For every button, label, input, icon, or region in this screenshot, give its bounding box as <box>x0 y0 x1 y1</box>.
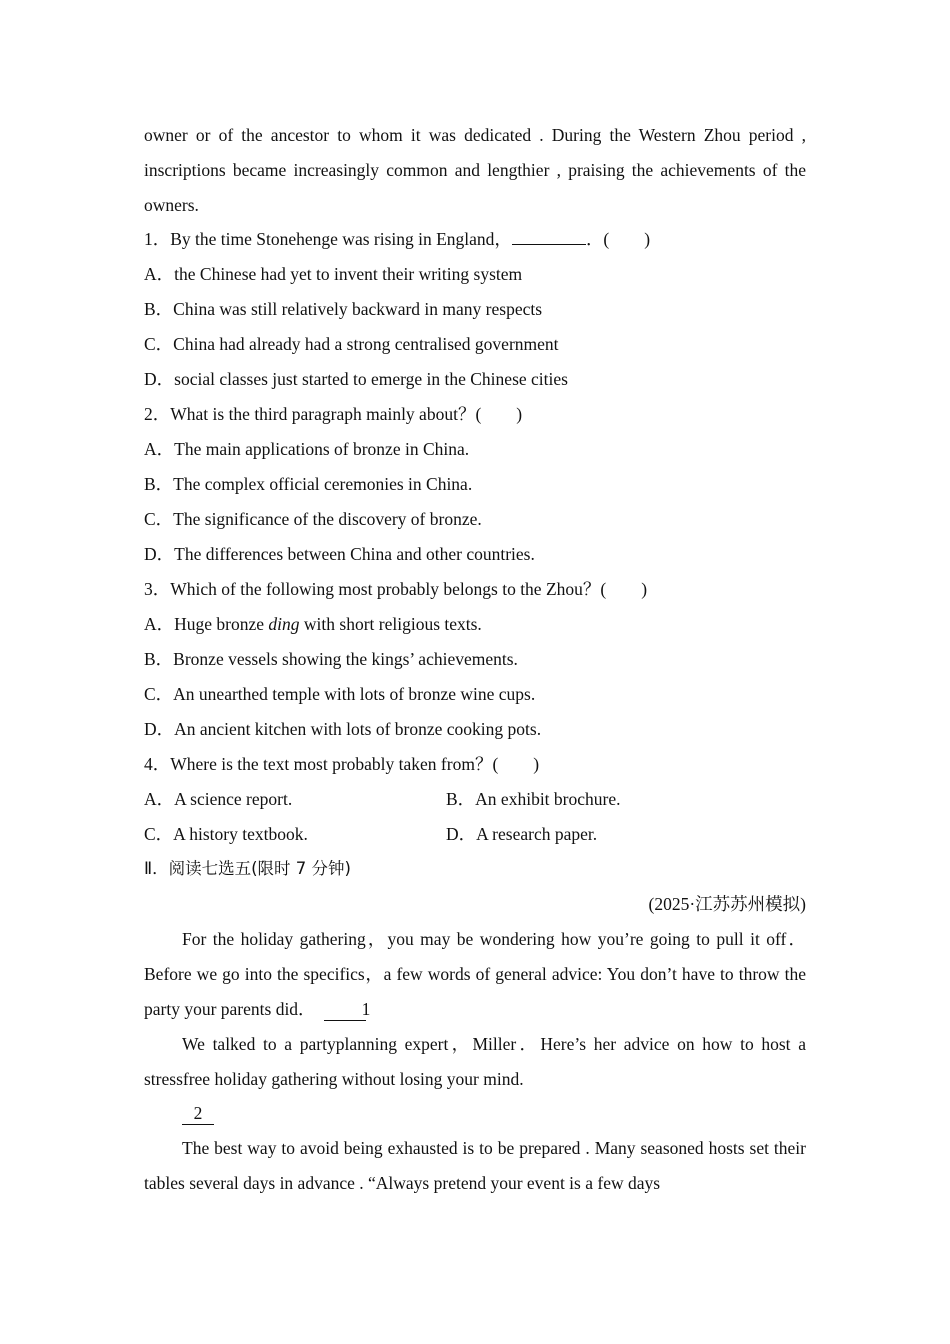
option-b[interactable]: B．An exhibit brochure. <box>446 789 621 810</box>
question-stem-text: 1．By the time Stonehenge was rising in England， <box>144 229 512 250</box>
blank-2[interactable]: 2 <box>182 1102 214 1125</box>
option-c[interactable]: C．An unearthed temple with lots of bronze wine cups. <box>144 684 536 705</box>
option-b[interactable]: B．Bronze vessels showing the kings’ achievements. <box>144 649 518 670</box>
section-heading: Ⅱ．阅读七选五(限时 7 分钟) <box>144 859 351 879</box>
option-text: with short religious texts. <box>299 614 482 635</box>
paragraph-text: For the holiday gathering，you may be wondering how you’re going to pull it off．Before we go into the specifics，a few words of general advice: You don’t have to throw the party your parents did． <box>144 929 806 1019</box>
option-d[interactable]: D．The differences between China and other countries. <box>144 544 535 565</box>
passage-paragraph: We talked to a partyplanning expert，Miller．Here’s her advice on how to host a stressfree holiday gathering without losing your mind. <box>144 1033 806 1089</box>
option-b[interactable]: B．China was still relatively backward in many respects <box>144 299 543 320</box>
option-row <box>144 817 806 852</box>
passage-paragraph: The best way to avoid being exhausted is to be prepared . Many seasoned hosts set their tables several days in advance . “Always pretend your event is a few days <box>144 1138 806 1194</box>
option-a[interactable]: A．The main applications of bronze in China. <box>144 439 470 460</box>
option-c[interactable]: C．The significance of the discovery of bronze. <box>144 509 482 530</box>
passage-paragraph <box>144 922 806 1026</box>
question-1-stem <box>144 222 806 257</box>
option-d[interactable]: D．An ancient kitchen with lots of bronze cooking pots. <box>144 719 542 740</box>
source-note: (2025·江苏苏州模拟) <box>648 894 806 915</box>
answer-blank <box>512 226 586 245</box>
option-a[interactable] <box>144 607 806 642</box>
option-row <box>144 782 806 817</box>
option-c[interactable]: C．China had already had a strong centralised government <box>144 334 559 355</box>
question-3-stem: 3．Which of the following most probably belongs to the Zhou？( ) <box>144 579 648 600</box>
option-d[interactable]: D．A research paper. <box>446 824 598 845</box>
option-a[interactable]: A．A science report. <box>144 789 293 810</box>
option-a[interactable]: A．the Chinese had yet to invent their writing system <box>144 264 523 285</box>
option-italic-term: ding <box>268 614 300 635</box>
option-d[interactable]: D．social classes just started to emerge in the Chinese cities <box>144 369 568 390</box>
blank-line <box>144 1096 806 1131</box>
question-2-stem: 2．What is the third paragraph mainly about？( ) <box>144 404 523 425</box>
question-stem-text: ．( ) <box>585 229 651 250</box>
blank-1[interactable]: 1 <box>324 998 366 1021</box>
option-c[interactable]: C．A history textbook. <box>144 824 308 845</box>
page-content <box>144 118 806 1201</box>
question-4-stem: 4．Where is the text most probably taken from？( ) <box>144 754 540 775</box>
passage-paragraph: owner or of the ancestor to whom it was dedicated . During the Western Zhou period , inscriptions became increasingly common and lengthier , praising the achievements of the owners. <box>144 125 806 215</box>
option-text: A．Huge bronze <box>144 614 269 635</box>
option-b[interactable]: B．The complex official ceremonies in China. <box>144 474 473 495</box>
